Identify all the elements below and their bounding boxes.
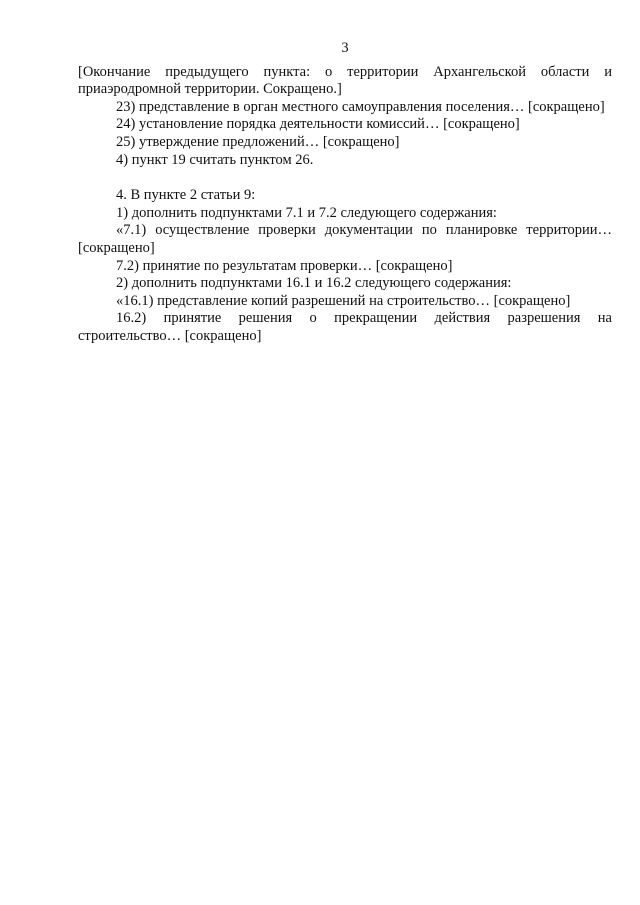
paragraph-item-23: 23) представление в орган местного самоуправления поселения… [сокращено] bbox=[116, 98, 605, 115]
paragraph-continuation: [Окончание предыдущего пункта: о территории Архангельской области и приаэродромной территории. Сокращено.] bbox=[78, 63, 612, 98]
paragraph-add-16-1-16-2: 2) дополнить подпунктами 16.1 и 16.2 следующего содержания: bbox=[116, 275, 512, 292]
section-gap bbox=[78, 169, 612, 187]
paragraph-section-4-intro: 4. В пункте 2 статьи 9: bbox=[116, 187, 256, 204]
paragraph-item-7-2: 7.2) принятие по результатам проверки… [сокращено] bbox=[116, 257, 453, 274]
paragraph-item-25: 25) утверждение предложений… [сокращено] bbox=[116, 133, 400, 150]
page-number: 3 bbox=[341, 40, 349, 56]
paragraph-item-7-1: «7.1) осуществление проверки документации по планировке территории… [сокращено] bbox=[78, 222, 612, 256]
paragraph-item-16-1: «16.1) представление копий разрешений на строительство… [сокращено] bbox=[116, 292, 571, 309]
paragraph-item-16-2: 16.2) принятие решения о прекращении действия разрешения на строительство… [сокращено] bbox=[78, 310, 612, 344]
paragraph-item-24: 24) установление порядка деятельности комиссий… [сокращено] bbox=[116, 116, 520, 133]
paragraph-add-7-1-7-2: 1) дополнить подпунктами 7.1 и 7.2 следующего содержания: bbox=[116, 204, 497, 221]
paragraph-renumber-19: 4) пункт 19 считать пунктом 26. bbox=[116, 151, 314, 168]
